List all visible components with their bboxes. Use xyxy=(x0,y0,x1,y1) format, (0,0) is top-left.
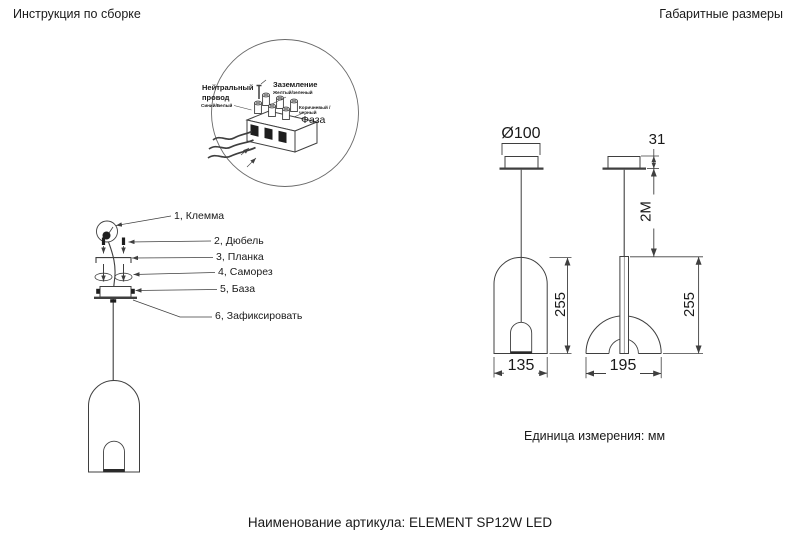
dim-side-cord-length: 2M xyxy=(638,195,655,229)
step-number: 5, xyxy=(220,283,229,295)
dim-side-height: 255 xyxy=(681,291,698,318)
article-name: Наименование артикула: ELEMENT SP12W LED xyxy=(247,515,553,530)
neutral-wire-label: Нейтральный провод xyxy=(202,83,254,102)
ground-wire-label: Заземление xyxy=(273,80,318,89)
dim-front-width: 135 xyxy=(504,357,538,375)
canopy-side xyxy=(603,157,647,169)
unit-note: Единица измерения: мм xyxy=(524,429,666,443)
phase-wire-color: Коричневый /черный xyxy=(299,104,331,116)
assembly-step-1 xyxy=(174,210,224,222)
assembly-diagram xyxy=(89,216,218,472)
assembly-step-5 xyxy=(220,283,255,295)
page-title-left: Инструкция по сборке xyxy=(13,7,141,21)
step-label: Планка xyxy=(227,251,264,263)
step-label: Дюбель xyxy=(225,235,264,247)
side-view-drawing xyxy=(586,149,703,378)
dim-lines-canopy-height xyxy=(641,149,659,169)
assembly-step-2 xyxy=(214,235,264,247)
lampshade-assembly xyxy=(89,381,140,473)
dim-side-width: 195 xyxy=(606,357,640,375)
assembly-step-4 xyxy=(218,266,273,278)
assembly-step-3 xyxy=(216,251,264,263)
dim-front-height: 255 xyxy=(552,291,569,318)
ground-wire-color: Желтый/зеленый xyxy=(273,90,313,95)
step-number: 3, xyxy=(216,251,225,263)
step-number: 1, xyxy=(174,210,183,222)
base-canopy xyxy=(94,287,137,303)
dim-front-diameter: Ø100 xyxy=(501,125,541,142)
step-number: 6, xyxy=(215,310,224,322)
dim-bracket-diameter xyxy=(502,144,540,156)
neutral-wire-color: Синий/Белый xyxy=(201,102,233,108)
page-title-right: Габаритные размеры xyxy=(659,7,783,21)
step-label: База xyxy=(231,283,256,295)
ceiling-terminal xyxy=(97,221,118,242)
step-label: Клемма xyxy=(185,210,225,222)
phase-wire-label: Фаза xyxy=(301,114,326,126)
inner-diffuser-front xyxy=(511,322,532,353)
mounting-screws xyxy=(95,264,132,282)
front-view-drawing xyxy=(494,144,572,378)
canopy-front xyxy=(500,157,544,169)
step-number: 2, xyxy=(214,235,223,247)
step-label: Зафиксировать xyxy=(226,310,303,322)
dim-side-canopy-height: 31 xyxy=(648,131,666,148)
step-number: 4, xyxy=(218,266,227,278)
leader-lines xyxy=(116,216,217,317)
step-label: Саморез xyxy=(229,266,273,278)
assembly-step-6 xyxy=(215,310,302,322)
